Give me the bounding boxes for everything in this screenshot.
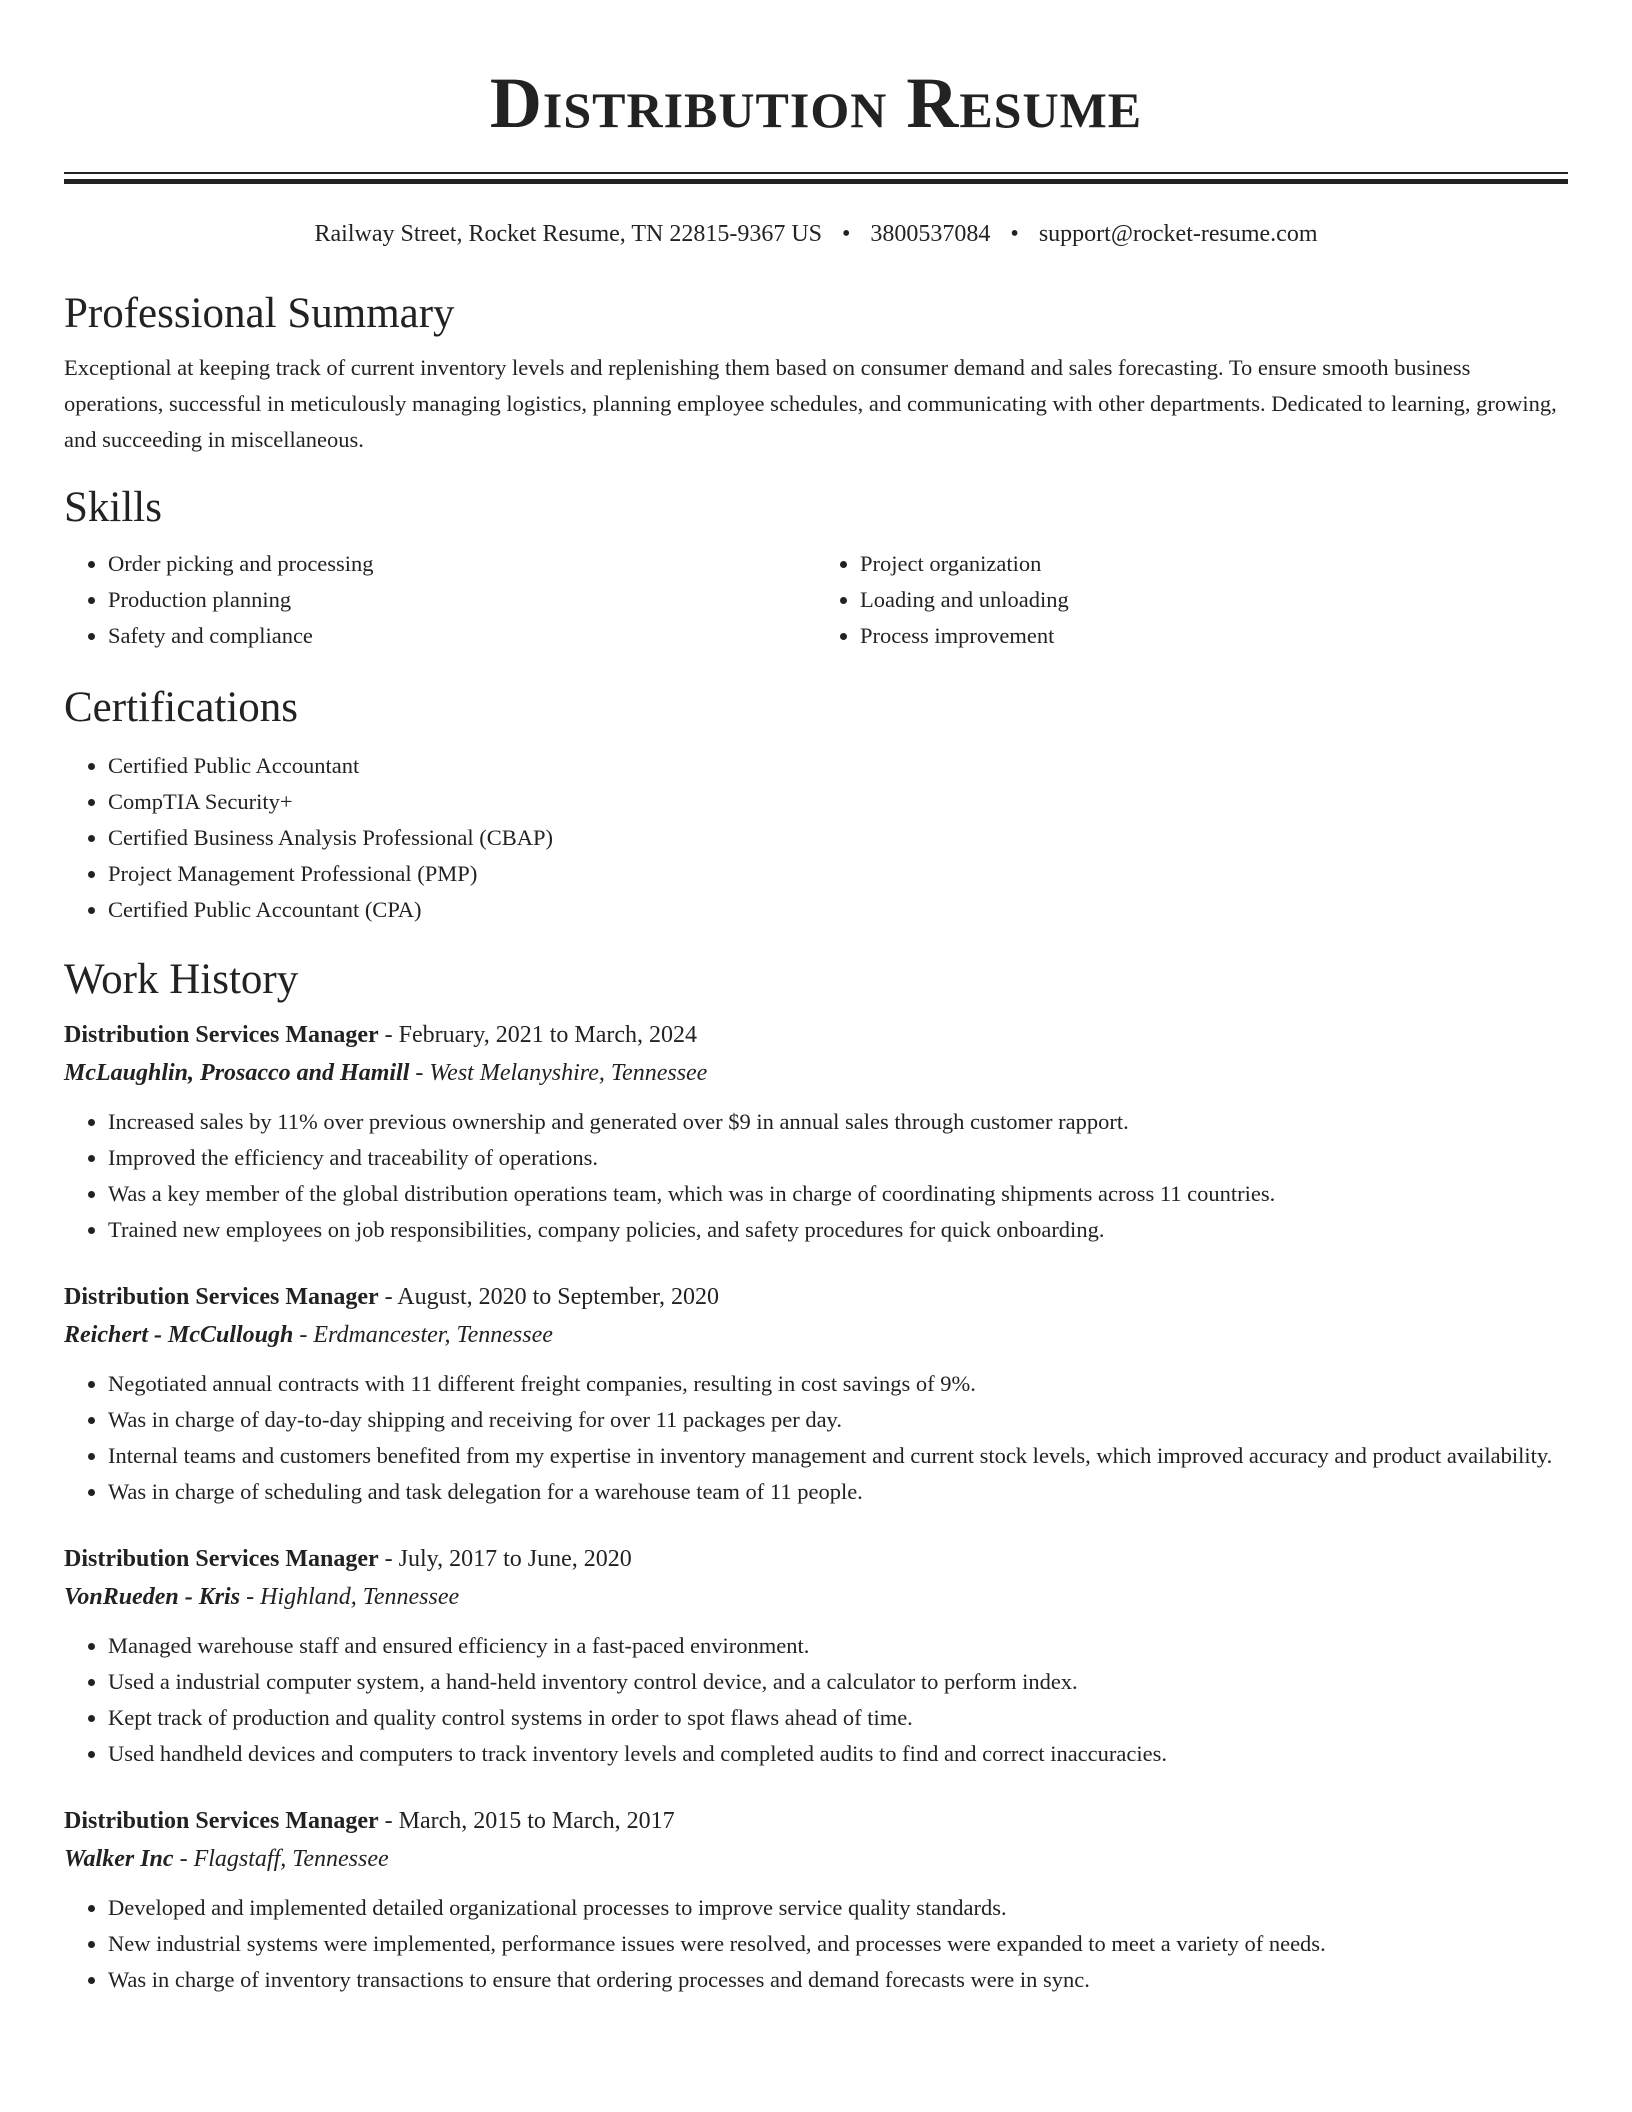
job-entry: [64, 1278, 1568, 1510]
certifications-heading: Certifications: [64, 684, 299, 731]
job-dates: March, 2015 to March, 2017: [398, 1808, 675, 1834]
job-bullets: [64, 1104, 1568, 1248]
job-company-line: [64, 1578, 1568, 1616]
skill-item: • Safety and compliance: [108, 618, 816, 654]
job-bullet: • Was in charge of scheduling and task delegation for a warehouse team of 11 people.: [108, 1474, 1568, 1510]
work-history-heading: Work History: [64, 956, 299, 1003]
job-title-line: [64, 1540, 1568, 1578]
job-bullet: • New industrial systems were implemented, performance issues were resolved, and processes were expanded to meet a variety of needs.: [108, 1926, 1568, 1962]
certification-item: • Project Management Professional (PMP): [108, 856, 1568, 892]
job-title-line: [64, 1278, 1568, 1316]
job-dash: -: [378, 1284, 398, 1310]
job-entry: [64, 1540, 1568, 1772]
skills-list-right: [816, 546, 1568, 654]
skill-item: • Process improvement: [860, 618, 1568, 654]
job-dash: -: [378, 1022, 399, 1048]
job-bullet: • Improved the efficiency and traceability of operations.: [108, 1140, 1568, 1176]
job-dash: -: [378, 1546, 399, 1572]
job-bullet: • Internal teams and customers benefited from my expertise in inventory management and current stock levels, which improved accuracy and product availability.: [108, 1438, 1568, 1474]
job-dates: February, 2021 to March, 2024: [398, 1022, 698, 1048]
job-dash: -: [378, 1808, 399, 1834]
job-bullet: • Trained new employees on job responsibilities, company policies, and safety procedures for quick onboarding.: [108, 1212, 1568, 1248]
contact-email: support@rocket-resume.com: [1038, 221, 1318, 247]
job-bullet: • Negotiated annual contracts with 11 different freight companies, resulting in cost savings of 9%.: [108, 1366, 1568, 1402]
title-divider: [64, 172, 1568, 184]
job-location: Erdmancester, Tennessee: [313, 1322, 553, 1348]
job-location: West Melanyshire, Tennessee: [429, 1060, 708, 1086]
skill-item: • Order picking and processing: [108, 546, 816, 582]
skills-columns: [64, 546, 1568, 654]
contact-phone: 3800537084: [870, 221, 991, 247]
job-dates: August, 2020 to September, 2020: [397, 1284, 719, 1310]
job-company-line: [64, 1054, 1568, 1092]
summary-heading: Professional Summary: [64, 290, 455, 337]
certification-item: • Certified Business Analysis Professional (CBAP): [108, 820, 1568, 856]
job-dash: -: [409, 1060, 430, 1086]
job-bullets: [64, 1628, 1568, 1772]
skills-list-left: [64, 546, 816, 654]
job-dash: -: [173, 1846, 194, 1872]
job-company: VonRueden - Kris: [64, 1584, 241, 1610]
job-location: Highland, Tennessee: [260, 1584, 460, 1610]
job-location: Flagstaff, Tennessee: [193, 1846, 389, 1872]
job-role: Distribution Services Manager: [64, 1546, 379, 1572]
job-dates: July, 2017 to June, 2020: [398, 1546, 632, 1572]
certifications-list: [64, 748, 1568, 928]
job-bullet: • Used handheld devices and computers to track inventory levels and completed audits to find and correct inaccuracies.: [108, 1736, 1568, 1772]
job-bullet: • Increased sales by 11% over previous ownership and generated over $9 in annual sales through customer rapport.: [108, 1104, 1568, 1140]
job-company: Reichert - McCullough: [64, 1322, 294, 1348]
certification-item: • Certified Public Accountant: [108, 748, 1568, 784]
job-bullet: • Developed and implemented detailed organizational processes to improve service quality standards.: [108, 1890, 1568, 1926]
contact-address: Railway Street, Rocket Resume, TN 22815-9367 US: [314, 221, 822, 247]
resume-title: Distribution Resume: [489, 63, 1143, 143]
job-company-line: [64, 1316, 1568, 1354]
contact-line: [64, 218, 1568, 250]
job-dash: -: [293, 1322, 314, 1348]
certification-item: • CompTIA Security+: [108, 784, 1568, 820]
job-bullet: • Used a industrial computer system, a hand-held inventory control device, and a calculator to perform index.: [108, 1664, 1568, 1700]
certification-item: • Certified Public Accountant (CPA): [108, 892, 1568, 928]
job-bullets: [64, 1366, 1568, 1510]
job-bullet: • Managed warehouse staff and ensured efficiency in a fast-paced environment.: [108, 1628, 1568, 1664]
job-bullet: • Kept track of production and quality control systems in order to spot flaws ahead of time.: [108, 1700, 1568, 1736]
job-role: Distribution Services Manager: [64, 1808, 379, 1834]
job-role: Distribution Services Manager: [64, 1022, 379, 1048]
skill-item: • Production planning: [108, 582, 816, 618]
summary-text: Exceptional at keeping track of current inventory levels and replenishing them based on consumer demand and sales forecasting. To ensure smooth business operations, successful in meticulously managing logistics, planning employee schedules, and communicating with other departments. Dedicated to learning, growing, and succeeding in miscellaneous.: [64, 355, 1557, 452]
job-company-line: [64, 1840, 1568, 1878]
job-role: Distribution Services Manager: [64, 1284, 379, 1310]
job-bullet: • Was a key member of the global distribution operations team, which was in charge of coordinating shipments across 11 countries.: [108, 1176, 1568, 1212]
job-dash: -: [240, 1584, 261, 1610]
job-entry: [64, 1802, 1568, 1998]
job-entry: [64, 1016, 1568, 1248]
job-company: Walker Inc: [64, 1846, 174, 1872]
job-title-line: [64, 1016, 1568, 1054]
contact-separator: •: [1010, 221, 1019, 247]
skills-heading: Skills: [64, 484, 162, 531]
job-bullet: • Was in charge of day-to-day shipping and receiving for over 11 packages per day.: [108, 1402, 1568, 1438]
job-company: McLaughlin, Prosacco and Hamill: [64, 1060, 410, 1086]
job-bullet: • Was in charge of inventory transactions to ensure that ordering processes and demand forecasts were in sync.: [108, 1962, 1568, 1998]
skill-item: • Project organization: [860, 546, 1568, 582]
skill-item: • Loading and unloading: [860, 582, 1568, 618]
contact-separator: •: [842, 221, 851, 247]
job-bullets: [64, 1890, 1568, 1998]
job-title-line: [64, 1802, 1568, 1840]
